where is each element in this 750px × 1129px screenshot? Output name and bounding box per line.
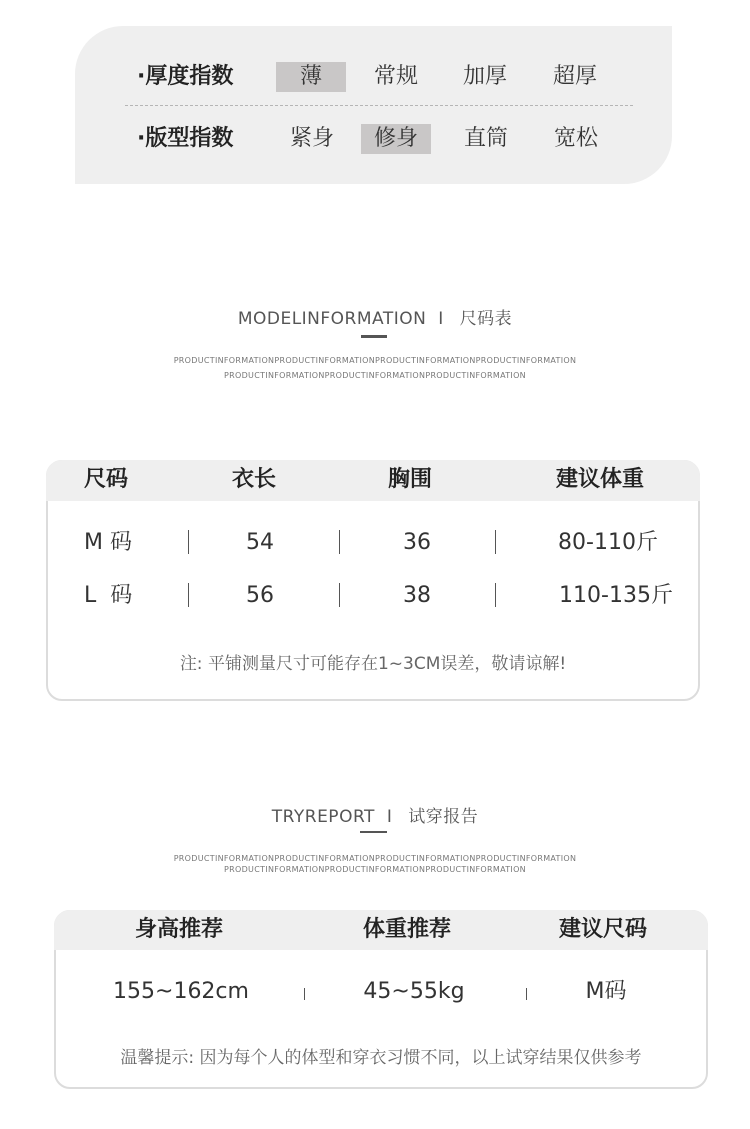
- size-row-m-sep-3: [495, 530, 496, 554]
- size-table-note: 注: 平铺测量尺寸可能存在1~3CM误差，敬请谅解!: [179, 654, 567, 674]
- index-dashed-divider: [125, 105, 633, 106]
- model-title-separator: I: [438, 309, 444, 329]
- size-row-l-length: 56: [246, 583, 274, 608]
- thickness-option-thin: 薄: [276, 62, 346, 92]
- fit-option-straight: 直筒: [463, 126, 508, 151]
- size-row-l-size: L 码: [84, 583, 133, 608]
- try-row-sep-2: [526, 988, 527, 1000]
- thickness-option-extra-thick: 超厚: [552, 64, 597, 89]
- size-table: [46, 460, 700, 701]
- size-row-l-sep-2: [339, 583, 340, 607]
- size-row-m-weight: 80-110斤: [558, 530, 658, 555]
- size-row-l-chest: 38: [403, 583, 431, 608]
- try-title-underline: [360, 831, 387, 833]
- try-report-table: [54, 910, 708, 1089]
- fit-option-slim: 修身: [361, 124, 431, 154]
- size-row-m-chest: 36: [403, 530, 431, 555]
- size-row-m-size: M 码: [84, 530, 132, 555]
- try-row-weight: 45~55kg: [363, 979, 465, 1004]
- size-header-length: 衣长: [231, 467, 276, 492]
- size-table-header: [46, 460, 700, 501]
- size-header-chest: 胸围: [387, 467, 432, 492]
- thickness-option-thick: 加厚: [462, 64, 507, 89]
- model-title-zh: 尺码表: [459, 309, 513, 329]
- model-sub-line-1: PRODUCTINFORMATIONPRODUCTINFORMATIONPRODUCTINFORMATIONPRODUCTINFORMATION: [173, 356, 577, 365]
- try-header-size: 建议尺码: [558, 917, 647, 942]
- try-header-weight: 体重推荐: [362, 917, 451, 942]
- size-row-m-length: 54: [246, 530, 274, 555]
- try-header-height: 身高推荐: [134, 917, 223, 942]
- thickness-index-row: [75, 57, 672, 97]
- size-header-size: 尺码: [83, 467, 128, 492]
- try-section-title: [0, 802, 750, 827]
- try-sub-line-1: PRODUCTINFORMATIONPRODUCTINFORMATIONPRODUCTINFORMATIONPRODUCTINFORMATION: [173, 854, 577, 863]
- size-row-l-weight: 110-135斤: [559, 583, 673, 608]
- try-title-en: TRYREPORT: [271, 807, 375, 827]
- try-table-tip: 温馨提示: 因为每个人的体型和穿衣习惯不同，以上试穿结果仅供参考: [120, 1048, 642, 1068]
- try-title-zh: 试穿报告: [408, 807, 479, 827]
- fit-index-row: [75, 119, 672, 159]
- model-section-title: [0, 304, 750, 329]
- thickness-option-regular: 常规: [373, 64, 418, 89]
- size-row-m-sep-2: [339, 530, 340, 554]
- product-index-panel: [75, 26, 672, 184]
- thickness-index-label: ·厚度指数: [137, 64, 234, 89]
- size-row-l-sep-3: [495, 583, 496, 607]
- size-row-l-sep-1: [188, 583, 189, 607]
- try-table-header: [54, 910, 708, 950]
- size-row-m-sep-1: [188, 530, 189, 554]
- fit-index-label: ·版型指数: [137, 126, 234, 151]
- model-sub-line-2: PRODUCTINFORMATIONPRODUCTINFORMATIONPRODUCTINFORMATION: [224, 371, 526, 380]
- try-title-separator: I: [386, 807, 393, 827]
- try-row-size: M码: [585, 979, 627, 1004]
- try-row-sep-1: [304, 988, 305, 1000]
- try-sub-line-2: PRODUCTINFORMATIONPRODUCTINFORMATIONPRODUCTINFORMATION: [224, 865, 526, 874]
- fit-option-tight: 紧身: [289, 126, 334, 151]
- model-title-underline: [361, 335, 387, 338]
- try-row-height: 155~162cm: [113, 979, 249, 1004]
- fit-option-loose: 宽松: [553, 126, 598, 151]
- model-title-en: MODELINFORMATION: [237, 309, 427, 329]
- size-header-weight: 建议体重: [555, 467, 644, 492]
